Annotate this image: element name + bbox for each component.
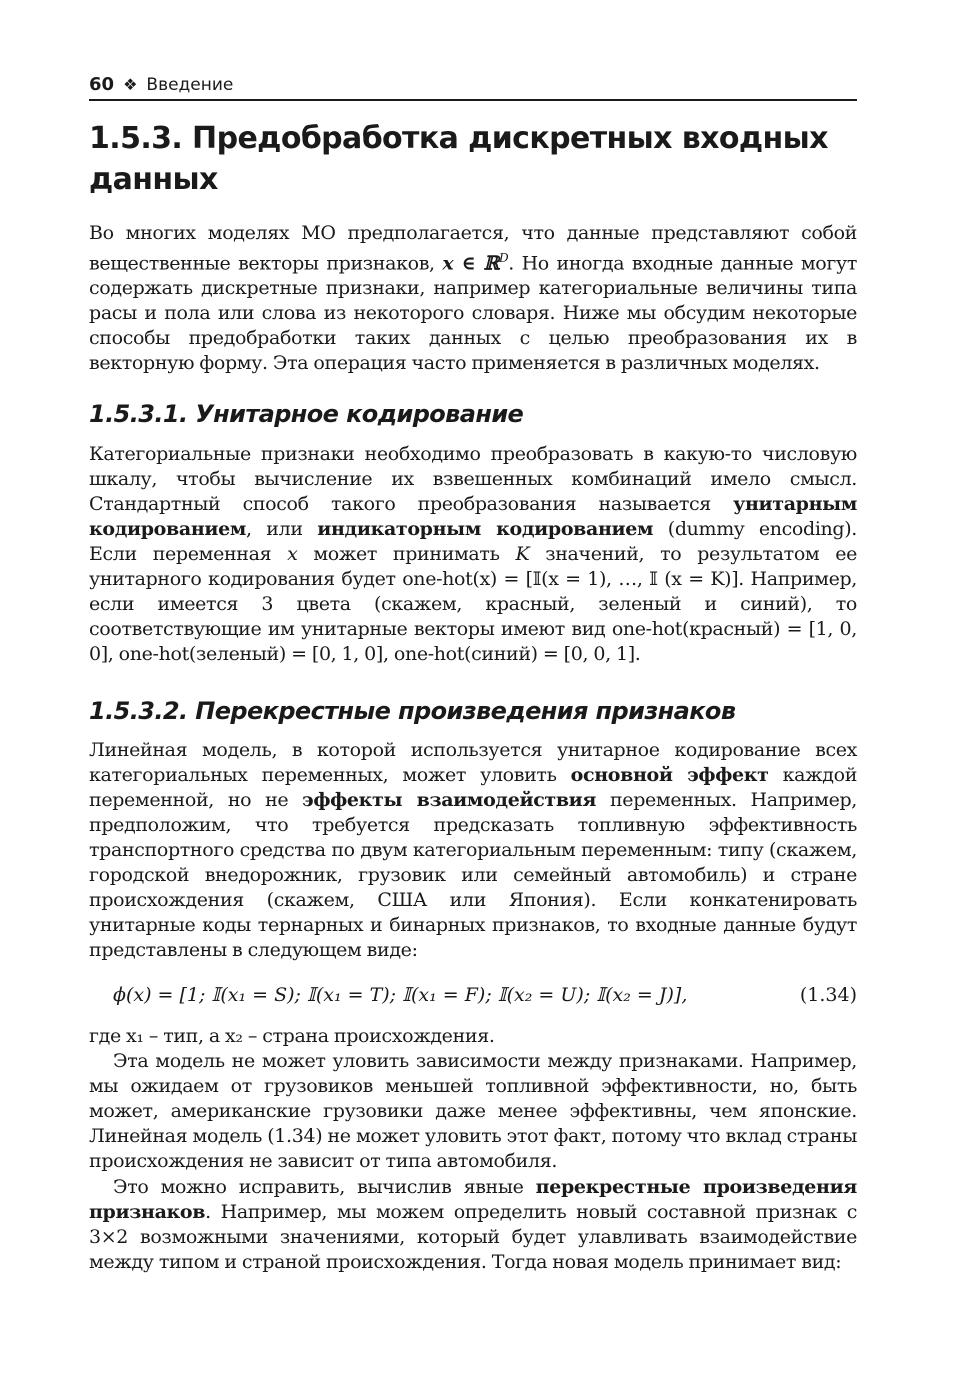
page-number: 60 xyxy=(89,74,115,95)
fix-paragraph: Это можно исправить, вычислив явные перекрестные произведения признаков. Например, мы можем определить новый составной признак с 3×2 возможными значениями, который будет улавливать взаимодействие между типом и страной происхождения. Тогда новая модель принимает вид: xyxy=(89,1176,857,1273)
term-indicator: индикаторным кодированием xyxy=(317,518,654,540)
running-header xyxy=(89,71,857,101)
section-title: 1.5.3. Предобработка дискретных входных данных xyxy=(89,121,828,197)
one-hot-paragraph: Категориальные признаки необходимо преобразовать в какую-то числовую шкалу, чтобы вычисление их взвешенных комбинаций имело смысл. Стандартный способ такого преобразования называется унитарным кодированием, или индикаторным кодированием (dummy encoding). Если переменная x может принимать K значений, то результатом ее унитарного кодирования будет one-hot(x) = [𝕀(x = 1), …, 𝕀 (x = K)]. Например, если имеется 3 цвета (скажем, красный, зеленый и синий), то соответствующие им унитарные векторы имеют вид one-hot(красный) = [1, 0, 0], one-hot(зеленый) = [0, 1, 0], one-hot(синий) = [0, 0, 1]. xyxy=(89,443,858,665)
equation-explanation: где x₁ – тип, а x₂ – страна происхождения. xyxy=(89,1025,495,1047)
subsection-title-one-hot: 1.5.3.1. Унитарное кодирование xyxy=(89,400,524,428)
term-main-effect: основной эффект xyxy=(570,764,769,786)
term-one-hot: унитарным кодированием xyxy=(89,493,857,540)
equation-number: (1.34) xyxy=(799,984,857,1006)
equation-1-34 xyxy=(89,982,857,1008)
chapter-title: Введение xyxy=(146,75,234,95)
intro-paragraph: Во многих моделях МО предполагается, что данные представляют собой вещественные векторы признаков, x ∈ ℝ$^D$. Но иногда входные данные могут содержать дискретные признаки, например категориальные величины типа расы и пола или слова из некоторого словаря. Ниже мы обсудим некоторые способы предобработки таких данных с целью преобразования их в векторную форму. Эта операция часто применяется в различных моделях. xyxy=(89,222,857,375)
ornament-icon: ❖ xyxy=(123,75,138,94)
term-interaction-effects: эффекты взаимодействия xyxy=(302,789,597,811)
dependency-paragraph: Эта модель не может уловить зависимости между признаками. Например, мы ожидаем от грузовиков меньшей топливной эффективности, но, быть может, американские грузовики даже менее эффективны, чем японские. Линейная модель (1.34) не может уловить этот факт, потому что вклад страны происхождения не зависит от типа автомобиля. xyxy=(89,1050,857,1172)
cross-products-paragraph: Линейная модель, в которой используется унитарное кодирование всех категориальных переменных, может уловить основной эффект каждой переменной, но не эффекты взаимодействия переменных. Например, предположим, что требуется предсказать топливную эффективность транспортного средства по двум категориальным переменным: типу (скажем, городской внедорожник, грузовик или семейный автомобиль) и стране происхождения (скажем, США или Япония). Если конкатенировать унитарные коды тернарных и бинарных признаков, то входные данные будут представлены в следующем виде: xyxy=(89,739,858,961)
vector-x-math: x ∈ ℝ xyxy=(442,252,499,275)
subsection-title-cross-products: 1.5.3.2. Перекрестные произведения признаков xyxy=(89,697,736,725)
term-feature-cross: перекрестные произведения признаков xyxy=(89,1176,857,1223)
equation-body: ϕ(x) = [1; 𝕀(x₁ = S); 𝕀(x₁ = T); 𝕀(x₁ = F); 𝕀(x₂ = U); 𝕀(x₂ = J)], xyxy=(113,984,688,1006)
